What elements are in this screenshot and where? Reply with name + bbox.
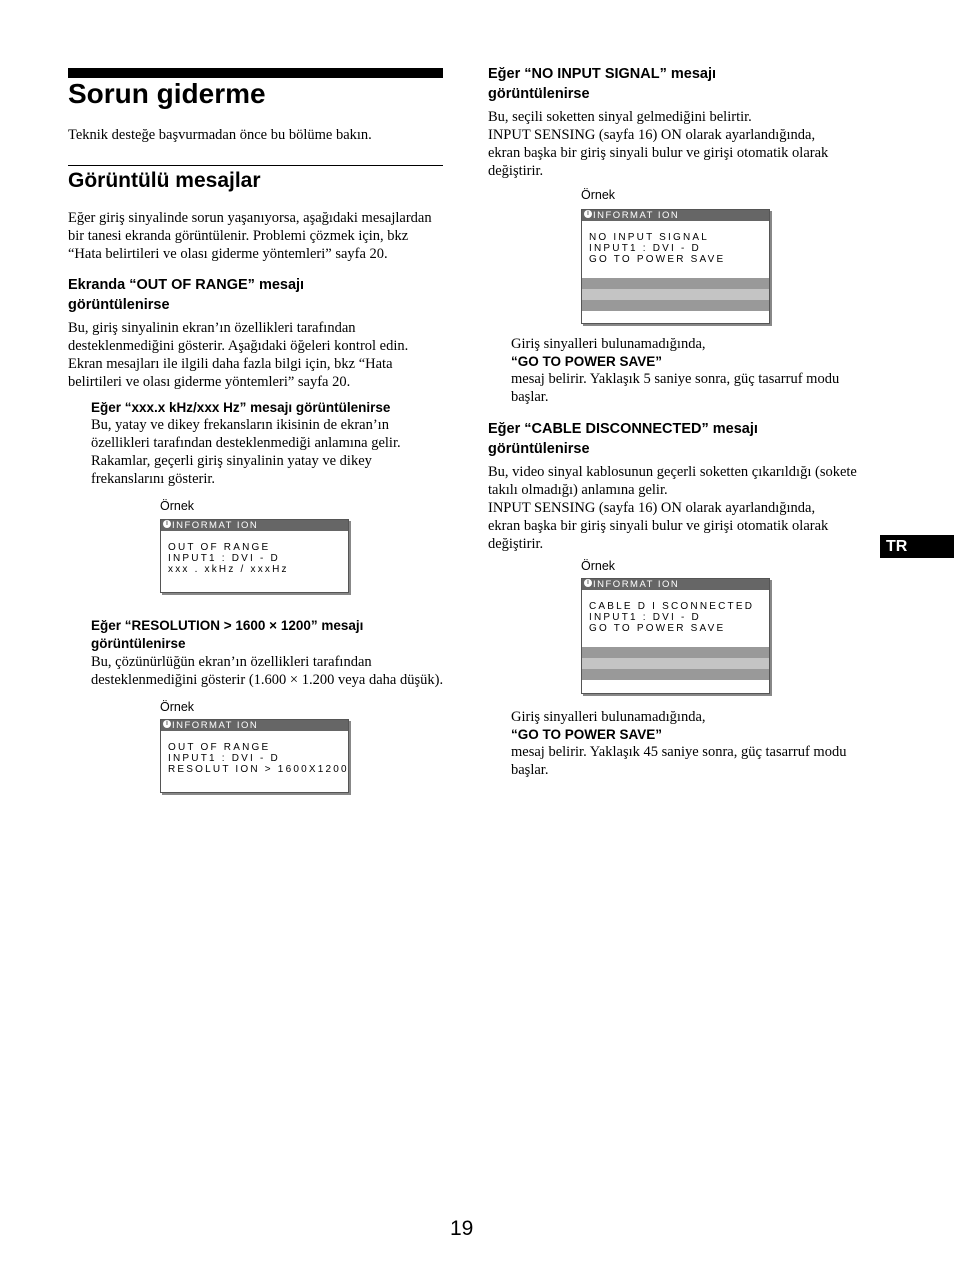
osd-stripe xyxy=(582,669,769,680)
section-intro: Eğer giriş sinyalinde sorun yaşanıyorsa, aşağıdaki mesajlardan bir tanesi ekranda görüntülenir. Problemi çözmek için, bkz “Hata belirtileri ve olası giderme yöntemleri” sayfa 20. xyxy=(68,210,432,262)
khz-heading: Eğer “xxx.x kHz/xxx Hz” mesajı görüntülenirse xyxy=(91,400,391,415)
osd-stripe xyxy=(582,278,769,289)
osd-stripe xyxy=(582,289,769,300)
osd-line: NO INPUT SIGNAL xyxy=(589,232,710,243)
osd-info-bar: i INFORMAT ION xyxy=(161,720,348,731)
page-title: Sorun giderme xyxy=(68,78,266,109)
osd-line: OUT OF RANGE xyxy=(168,542,271,553)
example-label: Örnek xyxy=(160,700,195,714)
osd-line: INPUT1 : DVI - D xyxy=(168,553,280,564)
resolution-heading: Eğer “RESOLUTION > 1600 × 1200” mesajı görüntülenirse xyxy=(91,618,364,651)
osd-cable-disconnected xyxy=(581,578,770,694)
osd-line: RESOLUT ION > 1600X1200 xyxy=(168,764,349,775)
cable-disconnected-after: Giriş sinyalleri bulunamadığında, “GO TO POWER SAVE” mesaj belirir. Yaklaşık 45 saniye sonra, güç tasarruf modu başlar. xyxy=(511,709,847,778)
osd-resolution xyxy=(160,719,349,793)
title-rule xyxy=(68,68,443,78)
osd-stripe xyxy=(582,658,769,669)
osd-info-bar: i INFORMAT ION xyxy=(582,579,769,590)
no-input-signal-after: Giriş sinyalleri bulunamadığında, “GO TO POWER SAVE” mesaj belirir. Yaklaşık 5 saniye sonra, güç tasarruf modu başlar. xyxy=(511,336,840,405)
no-input-signal-body: Bu, seçili soketten sinyal gelmediğini belirtir. INPUT SENSING (sayfa 16) ON olarak ayarlandığında, ekran başka bir giriş sinyali bulur ve girişi otomatik olarak değiştirir. xyxy=(488,109,829,179)
osd-no-input-signal xyxy=(581,209,770,324)
cable-disconnected-body: Bu, video sinyal kablosunun geçerli soketten çıkarıldığı (sokete takılı olmadığı) anlamına gelir. INPUT SENSING (sayfa 16) ON olarak ayarlandığında, ekran başka bir giriş sinyali bulur ve girişi otomatik olarak değiştirir. xyxy=(488,464,857,552)
info-icon: i xyxy=(163,720,171,728)
example-label: Örnek xyxy=(581,188,616,202)
out-of-range-heading: Ekranda “OUT OF RANGE” mesajı görüntülenirse xyxy=(68,277,305,313)
info-icon: i xyxy=(584,210,592,218)
osd-line: GO TO POWER SAVE xyxy=(589,254,726,265)
osd-line: GO TO POWER SAVE xyxy=(589,623,726,634)
intro-text: Teknik desteğe başvurmadan önce bu bölüme bakın. xyxy=(68,127,372,143)
out-of-range-body: Bu, giriş sinyalinin ekran’ın özellikleri tarafından desteklenmediğini gösterir. Aşağıdaki öğeleri kontrol edin. Ekran mesajları ile ilgili daha fazla bilgi için, bkz “Hata belirtileri ve olası giderme yöntemleri” sayfa 20. xyxy=(68,320,409,390)
osd-info-bar: i INFORMAT ION xyxy=(161,520,348,531)
example-label: Örnek xyxy=(160,499,195,513)
page-number: 19 xyxy=(450,1217,474,1240)
section-rule xyxy=(68,165,443,166)
osd-line: INPUT1 : DVI - D xyxy=(589,612,701,623)
khz-body: Bu, yatay ve dikey frekansların ikisinin de ekran’ın özellikleri tarafından desteklenmediği anlamına gelir. Rakamlar, geçerli giriş sinyalinin yatay ve dikey frekanslarını gösterir. xyxy=(91,417,401,487)
osd-line: INPUT1 : DVI - D xyxy=(589,243,701,254)
no-input-signal-heading: Eğer “NO INPUT SIGNAL” mesajı görüntülenirse xyxy=(488,66,717,102)
osd-line: OUT OF RANGE xyxy=(168,742,271,753)
language-tab: TR xyxy=(880,535,954,558)
osd-stripe xyxy=(582,300,769,311)
osd-stripe xyxy=(582,647,769,658)
osd-line: INPUT1 : DVI - D xyxy=(168,753,280,764)
osd-line: CABLE D I SCONNECTED xyxy=(589,601,755,612)
osd-out-of-range-khz xyxy=(160,519,349,593)
info-icon: i xyxy=(584,579,592,587)
info-icon: i xyxy=(163,520,171,528)
osd-line: xxx . xkHz / xxxHz xyxy=(168,564,289,575)
osd-info-bar: i INFORMAT ION xyxy=(582,210,769,221)
example-label: Örnek xyxy=(581,559,616,573)
cable-disconnected-heading: Eğer “CABLE DISCONNECTED” mesajı görüntülenirse xyxy=(488,421,758,457)
section-title: Görüntülü mesajlar xyxy=(68,169,261,192)
resolution-body: Bu, çözünürlüğün ekran’ın özellikleri tarafından desteklenmediğini gösterir (1.600 × 1.200 veya daha düşük). xyxy=(91,654,444,688)
